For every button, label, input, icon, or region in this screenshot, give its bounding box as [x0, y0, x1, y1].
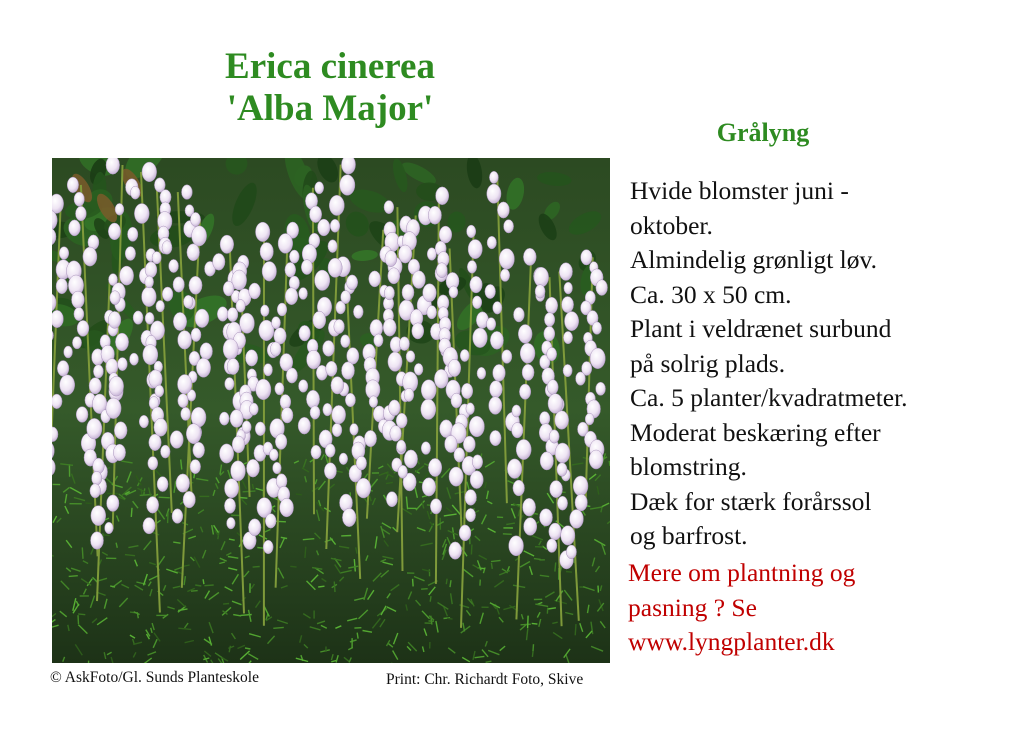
more-info-line: pasning ? Se — [628, 592, 757, 622]
more-info-line: Mere om plantning og — [628, 558, 856, 587]
description-line: Hvide blomster juni - — [630, 176, 849, 205]
website-link[interactable]: www.lyngplanter.dk — [628, 627, 835, 656]
description-line: oktober. — [630, 210, 713, 240]
print-credit: Print: Chr. Richardt Foto, Skive — [386, 671, 584, 688]
heather-illustration — [52, 158, 610, 663]
plant-title — [170, 46, 490, 130]
photo-credit: © AskFoto/Gl. Sunds Planteskole — [50, 669, 259, 686]
description-line: Ca. 30 x 50 cm. — [630, 279, 792, 309]
plant-title-line2: 'Alba Major' — [226, 88, 434, 129]
more-info — [628, 556, 1008, 660]
description-line: Plant i veldrænet surbund — [630, 314, 892, 343]
description-line: blomstring. — [630, 452, 747, 481]
plant-description — [630, 174, 1010, 554]
plant-title-line1: Erica cinerea — [225, 46, 435, 87]
description-line: Almindelig grønligt løv. — [630, 245, 877, 274]
description-line: Dæk for stærk forårssol — [630, 486, 872, 516]
description-line: og barfrost. — [630, 521, 748, 550]
description-line: Moderat beskæring efter — [630, 417, 881, 447]
plant-photo — [52, 158, 610, 663]
description-line: Ca. 5 planter/kvadratmeter. — [630, 383, 908, 412]
common-name: Grålyng — [716, 118, 810, 147]
description-line: på solrig plads. — [630, 348, 786, 378]
